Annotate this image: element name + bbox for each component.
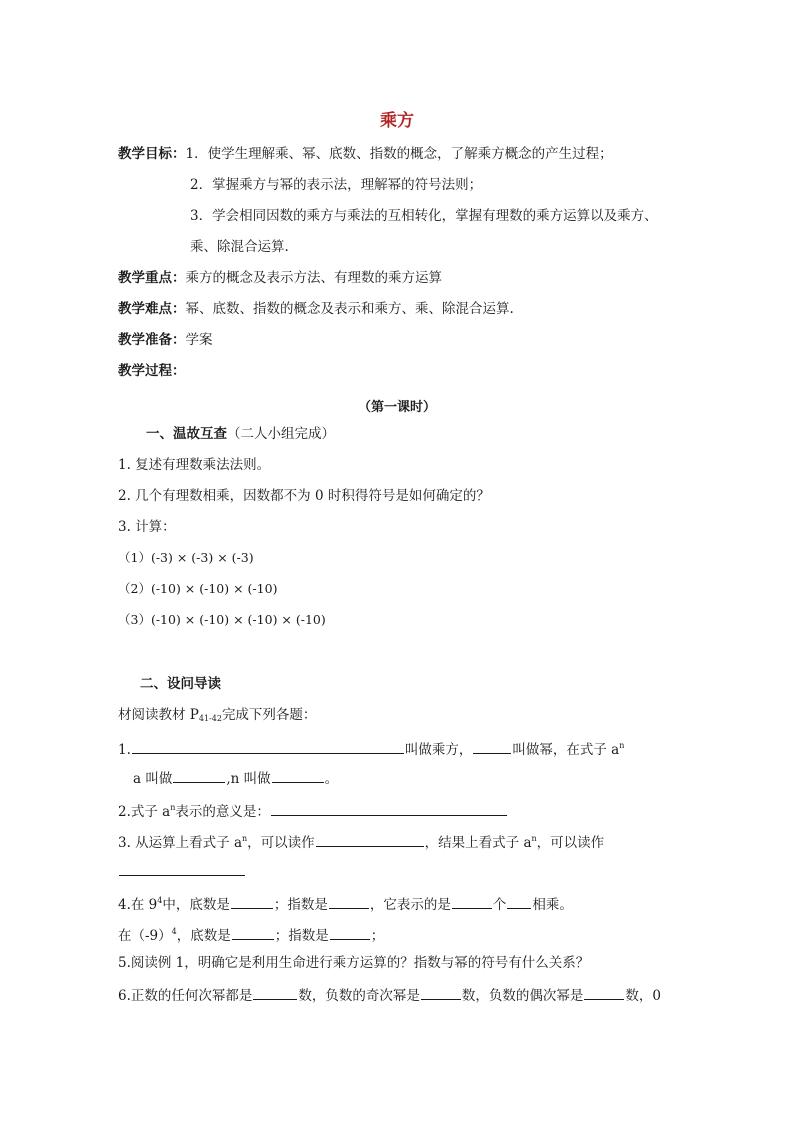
section2-question-3-cont [118, 861, 246, 881]
q3-text-2: ，可以读作 [247, 835, 315, 851]
blank-field[interactable] [173, 768, 225, 783]
q6-text: 6.正数的任何次幂都是 [118, 988, 253, 1004]
blank-field[interactable] [473, 739, 511, 754]
q4-text-2: 中，底数是 [162, 897, 230, 913]
key-points-text: 乘方的概念及表示方法、有理数的乘方运算 [185, 270, 442, 286]
objectives-label: 教学目标： [118, 146, 186, 162]
q4b-text-2: ，底数是 [176, 928, 231, 944]
objective-item-3: 3．学会相同因数的乘方与乘法的互相转化，掌握有理数的乘方运算以及乘方、 [190, 208, 658, 224]
q4b-end: ； [370, 928, 385, 944]
blank-field[interactable] [271, 801, 507, 816]
objective-item-3-cont: 乘、除混合运算. [190, 239, 289, 255]
q4b-text-3: ；指数是 [274, 928, 329, 944]
q3-text-3: ，结果上看式子 a [424, 835, 532, 851]
blank-field[interactable] [584, 985, 624, 1000]
preparation-row [118, 331, 213, 349]
difficulties-row [118, 300, 514, 318]
q4b-text: 在（-9） [118, 928, 172, 944]
process-label-text: 教学过程： [118, 363, 186, 379]
section1-question-2: 2. 几个有理数相乘，因数都不为 0 时积得符号是如何确定的？ [118, 488, 490, 504]
section2-question-1-cont [133, 768, 338, 788]
q2-text: 2.式子 a [118, 804, 171, 820]
document-title: 乘方 [380, 111, 414, 131]
q1-line2-text: a 叫做 [133, 771, 173, 787]
q3-text: 3. 从运算上看式子 a [118, 835, 243, 851]
q6-text-4: 数，0 [625, 988, 661, 1004]
section2-question-3 [118, 830, 604, 852]
exponent: n [170, 803, 176, 812]
preparation-text: 学案 [185, 332, 213, 348]
blank-field[interactable] [272, 768, 324, 783]
blank-field[interactable] [253, 985, 297, 1000]
intro-page-range: 41-42 [198, 714, 222, 723]
objectives-row [118, 145, 613, 163]
intro-text: 材阅读教材 P [118, 707, 199, 723]
intro-text-end: 完成下列各题： [221, 707, 317, 723]
q4-text-6: 相乘。 [532, 897, 573, 913]
blank-field[interactable] [232, 925, 274, 940]
key-points-row [118, 269, 442, 287]
lesson-heading: （第一课时） [357, 400, 436, 415]
q4-text-4: ，它表示的是 [369, 897, 451, 913]
blank-field[interactable] [507, 894, 531, 909]
q4-text-3: ；指数是 [273, 897, 328, 913]
objective-item-2: 2．掌握乘方与幂的表示法，理解幂的符号法则； [190, 177, 483, 193]
calc-item-3: （3）(-10) × (-10) × (-10) × (-10) [118, 612, 326, 627]
key-points-label: 教学重点： [118, 270, 186, 286]
section2-question-4b [118, 923, 384, 945]
blank-field[interactable] [132, 739, 404, 754]
q4-text: 4.在 9 [118, 897, 158, 913]
process-label [118, 362, 186, 380]
blank-field[interactable] [330, 925, 370, 940]
section1-question-1: 1. 复述有理数乘法法则。 [118, 457, 271, 473]
blank-field[interactable] [329, 894, 369, 909]
difficulties-label: 教学难点： [118, 301, 186, 317]
exponent: 4 [171, 927, 177, 936]
section2-heading [140, 675, 221, 693]
section2-question-6 [118, 985, 661, 1005]
q2-text-2: 表示的意义是： [175, 804, 270, 820]
q4-text-5: 个 [492, 897, 507, 913]
q1-number: 1. [118, 742, 131, 758]
exponent: n [242, 834, 248, 843]
blank-field[interactable] [421, 985, 461, 1000]
section1-heading [146, 425, 335, 443]
q6-text-2: 数，负数的奇次幂是 [298, 988, 420, 1004]
section2-question-4 [118, 892, 573, 914]
section2-intro [118, 706, 316, 728]
blank-field[interactable] [119, 861, 245, 876]
difficulties-text: 幂、底数、指数的概念及表示和乘方、乘、除混合运算. [185, 301, 514, 317]
exponent: n [619, 741, 625, 750]
calc-item-2: （2）(-10) × (-10) × (-10) [118, 581, 278, 596]
section2-heading-text: 二、设问导读 [140, 676, 221, 692]
q1-line2-text-2: ,n 叫做 [226, 771, 271, 787]
section1-question-3: 3. 计算： [118, 519, 176, 535]
preparation-label: 教学准备： [118, 332, 186, 348]
section2-question-5: 5.阅读例 1，明确它是利用生命进行乘方运算的？指数与幂的符号有什么关系？ [118, 955, 590, 971]
exponent: n [531, 834, 537, 843]
q3-text-4: ，可以读作 [536, 835, 605, 851]
exponent: 4 [157, 896, 163, 905]
q1-line2-end: 。 [324, 771, 339, 787]
blank-field[interactable] [316, 832, 424, 847]
objective-item-1: 1．使学生理解乘、幂、底数、指数的概念，了解乘方概念的产生过程； [185, 146, 613, 162]
q1-text-2: 叫做幂，在式子 a [512, 742, 620, 758]
section1-heading-text: 一、温故互查 [146, 426, 227, 442]
q1-text: 叫做乘方， [404, 742, 473, 758]
calc-item-1: （1）(-3) × (-3) × (-3) [118, 550, 254, 565]
section1-heading-note: （二人小组完成） [227, 426, 335, 442]
section2-question-1 [118, 737, 624, 759]
blank-field[interactable] [231, 894, 273, 909]
q6-text-3: 数，负数的偶次幂是 [461, 988, 584, 1004]
section2-question-2 [118, 799, 508, 821]
blank-field[interactable] [452, 894, 492, 909]
